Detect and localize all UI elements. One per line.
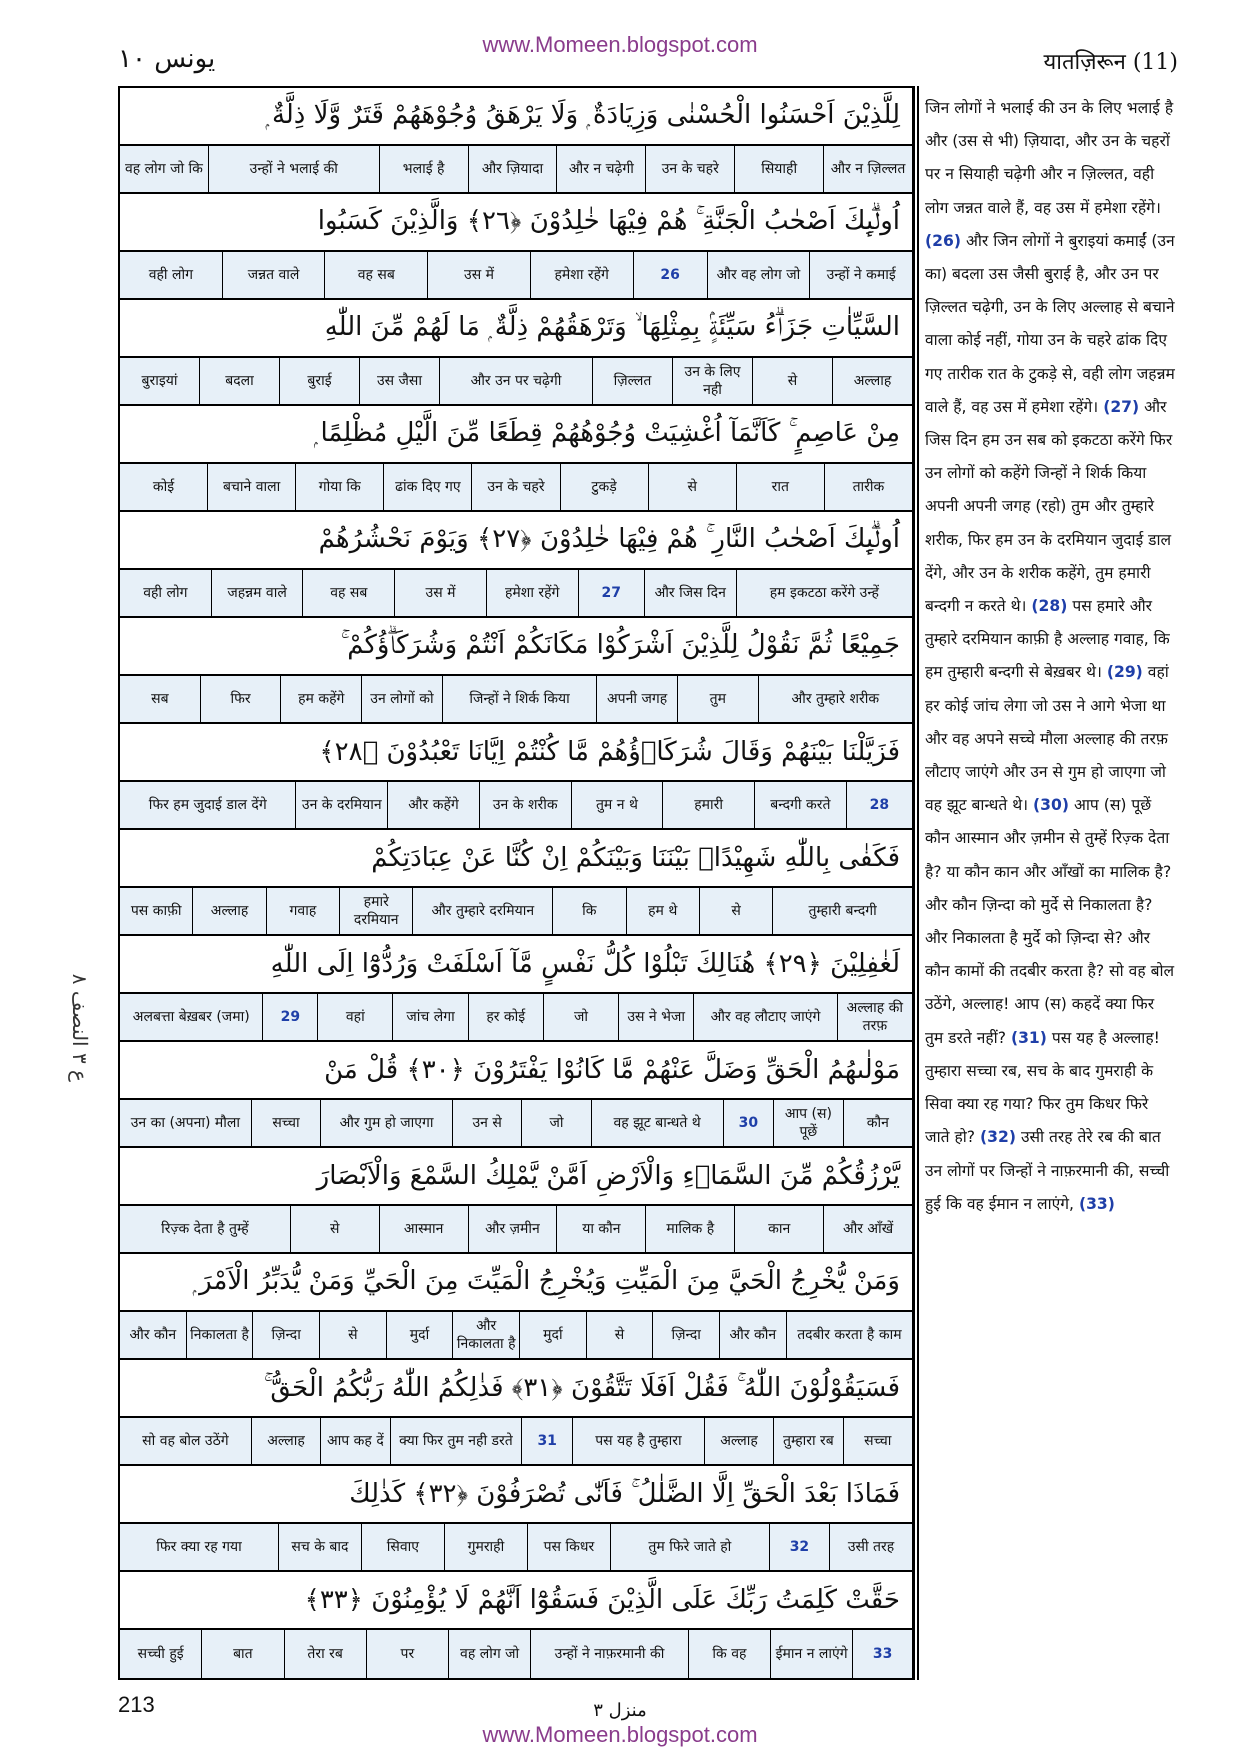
word-meaning-row [120, 888, 912, 936]
word-meaning-cell: पस यह है तुम्हारा [572, 1418, 704, 1464]
arabic-verse-line: وَمَنْ يُّخْرِجُ الْحَيَّ مِنَ الْمَيِّتِ وَيُخْرِجُ الْمَيِّتَ مِنَ الْحَيِّ وَمَنْ يُّدَبِّرُ الْاَمْرَ ۭ [120, 1254, 912, 1312]
translation-text: और जिस दिन हम उन सब को इकटठा करेंगे फिर उन लोगों को कहेंगे जिन्हों ने शिर्क किया अपनी अपनी जगह (रहो) तुम और तुम्हारे शरीक, फिर हम उन के दरमियान जुदाई डाल देंगे, और उन के शरीक कहेंगे, तुम हमारी बन्दगी न करते थे। [925, 397, 1173, 616]
word-meaning-cell: तुम न थे [571, 782, 663, 828]
word-meaning-cell: मुर्दा [386, 1312, 453, 1358]
word-meaning-cell: और वह लौटाए जाएंगे [693, 994, 836, 1040]
verse-number: (29) [1106, 663, 1143, 682]
word-meaning-cell: पर [366, 1630, 448, 1678]
word-meaning-cell: वह सब [324, 252, 427, 298]
verse-number-cell: 33 [852, 1630, 912, 1678]
arabic-verse-line: فَسَيَقُوْلُوْنَ اللّٰهُ ۚ فَقُلْ اَفَلَا تَتَّقُوْنَ ﴿٣١﴾ فَذٰلِكُمُ اللّٰهُ رَبُّكُمُ الْحَقُّ ۚ [120, 1360, 912, 1418]
word-meaning-cell: जो [543, 994, 618, 1040]
word-meaning-cell: और निकालता है [452, 1312, 519, 1358]
translation-text: पस यह है अल्लाह! तुम्हारा सच्चा रब, सच के बाद गुमराही के सिवा क्या रह गया? फिर तुम किधर फिरे जाते हो? [925, 1028, 1160, 1147]
word-meaning-cell: सिवाए [361, 1524, 444, 1570]
verse-number-cell: 32 [769, 1524, 829, 1570]
word-meaning-cell: तुम [677, 676, 758, 722]
translation-text: उसी तरह तेरे रब की बात उन लोगों पर जिन्हों ने नाफ़रमानी की, सच्ची हुई कि वह ईमान न लाएंगे, [925, 1128, 1170, 1213]
word-meaning-row [120, 994, 912, 1042]
word-meaning-cell: उन्हों ने भलाई की [208, 146, 379, 192]
translation-text: आप (स) पूछें कौन आस्मान और ज़मीन से तुम्हें रिज़्क देता है? या कौन कान और आँखों का मालिक है? और कौन ज़िन्दा को मुर्दे से निकालता है? और निकालता है मुर्दे को ज़िन्दा से? और कौन कामों की तदबीर करता है? सो वह बोल उठेंगे, अल्लाह! आप (स) कहदें क्या फिर तुम डरते नहीं? [925, 796, 1175, 1047]
word-meaning-cell: उन का (अपना) मौला [130, 1114, 241, 1131]
word-meaning-cell: कि [552, 888, 625, 934]
word-meaning-row [120, 1312, 912, 1360]
word-meaning-cell: और आँखें [823, 1206, 912, 1252]
word-meaning-cell: उसी तरह [829, 1524, 912, 1570]
word-meaning-cell: वही लोग [148, 266, 193, 283]
arabic-verse-line: مَوْلٰىهُمُ الْحَقِّ وَضَلَّ عَنْهُمْ مَّا كَانُوْا يَفْتَرُوْنَ ﴿٣٠﴾ قُلْ مَنْ [120, 1042, 912, 1100]
word-meaning-cell: बात [201, 1630, 283, 1678]
translation-text: पस हमारे और तुम्हारे दरमियान काफ़ी है अल्लाह गवाह, कि हम तुम्हारी बन्दगी से बेख़बर थे। [925, 597, 1170, 682]
word-meaning-cell: और ज़मीन [468, 1206, 557, 1252]
word-meaning-cell: से [752, 358, 832, 404]
arabic-verse-line: اُولٰۗىِٕكَ اَصْحٰبُ الْجَنَّةِ ۚ هُمْ فِيْهَا خٰلِدُوْنَ ﴿٢٦﴾ وَالَّذِيْنَ كَسَبُوا [120, 194, 912, 252]
word-meaning-row [120, 252, 912, 300]
word-meaning-cell: तुम्हारी बन्दगी [772, 888, 912, 934]
word-meaning-cell: सच्ची हुई [137, 1645, 184, 1662]
word-meaning-cell: से [586, 1312, 653, 1358]
word-meaning-cell: या कौन [556, 1206, 645, 1252]
word-meaning-cell: उस जैसा [359, 358, 439, 404]
word-meaning-cell: और गुम हो जाएगा [320, 1100, 452, 1146]
word-meaning-cell: सच्चा [251, 1100, 320, 1146]
arabic-verse-line: حَقَّتْ كَلِمَتُ رَبِّكَ عَلَى الَّذِيْنَ فَسَقُوْٓا اَنَّهُمْ لَا يُؤْمِنُوْنَ ﴿٣٣﴾ [120, 1572, 912, 1630]
running-title: यातज़िरून (11) [1043, 50, 1178, 75]
top-url[interactable]: www.Momeen.blogspot.com [482, 32, 758, 57]
word-meaning-cell: और तुम्हारे शरीक [758, 676, 912, 722]
verse-number: (28) [1031, 597, 1068, 616]
word-meaning-cell: हम इकटठा करेंगे उन्हें [736, 570, 912, 616]
word-meaning-cell: और उन पर चढ़ेगी [439, 358, 592, 404]
word-meaning-cell: फिर हम जुदाई डाल देंगे [148, 796, 267, 813]
word-meaning-cell: हर कोई [468, 994, 543, 1040]
word-meaning-cell: से [290, 1206, 379, 1252]
word-meaning-cell: जिन्हों ने शिर्क किया [442, 676, 596, 722]
page-number: 213 [118, 1692, 155, 1717]
word-meaning-cell: वह सब [302, 570, 394, 616]
word-meaning-cell: तारीक [824, 464, 912, 510]
word-meaning-cell: अल्लाह [832, 358, 912, 404]
word-meaning-cell: गोया कि [295, 464, 383, 510]
word-meaning-cell: कौन [843, 1100, 912, 1146]
word-meaning-row [120, 570, 912, 618]
word-meaning-cell: अल्लाह [704, 1418, 773, 1464]
word-meaning-cell: उन के शरीक [479, 782, 571, 828]
word-meaning-cell: उन के चहरे [471, 464, 559, 510]
verse-number-cell: 26 [633, 252, 707, 298]
word-meaning-cell: वही लोग [143, 584, 188, 601]
word-meaning-cell: उस ने भेजा [618, 994, 693, 1040]
word-meaning-cell: भलाई है [379, 146, 468, 192]
word-meaning-cell: उन्हों ने नाफ़रमानी की [530, 1630, 688, 1678]
word-meaning-cell: आप कह दें [320, 1418, 389, 1464]
word-meaning-cell: आप (स) पूछें [773, 1100, 842, 1146]
word-meaning-cell: हम थे [626, 888, 699, 934]
word-by-word-panel [118, 86, 915, 1680]
word-meaning-cell: कोई [152, 478, 175, 495]
word-meaning-cell: टुकड़े [560, 464, 648, 510]
word-meaning-row [120, 1206, 912, 1254]
word-meaning-cell: उन के दरमियान [295, 782, 387, 828]
word-meaning-cell: से [319, 1312, 386, 1358]
manzil-label: منزل ٣ [593, 1700, 647, 1721]
word-meaning-cell: कि वह [688, 1630, 770, 1678]
word-meaning-cell: सियाही [734, 146, 823, 192]
word-meaning-cell: वहां [317, 994, 392, 1040]
word-meaning-cell: तुम फिरे जाते हो [610, 1524, 769, 1570]
word-meaning-cell: हमेशा रहेंगे [486, 570, 578, 616]
word-meaning-row [120, 1524, 912, 1572]
translation-text: वहां हर कोई जांच लेगा जो उस ने आगे भेजा था और वह अपने सच्चे मौला अल्लाह की तरफ़ लौटाए जाएंगे और उन से गुम हो जाएगा जो वह झूट बान्धते थे। [925, 663, 1169, 815]
word-meaning-cell: अल्लाह [192, 888, 265, 934]
word-meaning-cell: और वह लोग जो [707, 252, 810, 298]
arabic-verse-line: لِلَّذِيْنَ اَحْسَنُوا الْحُسْنٰى وَزِيَادَةٌ ۭ وَلَا يَرْهَقُ وُجُوْهَهُمْ قَتَرٌ وَّلَا ذِلَّةٌ ۭ [120, 88, 912, 146]
word-meaning-cell: और कौन [719, 1312, 786, 1358]
word-meaning-cell: अल्लाह की तरफ़ [837, 994, 912, 1040]
word-meaning-cell: ढांक दिए गए [383, 464, 471, 510]
word-meaning-cell: रात [736, 464, 824, 510]
word-meaning-cell: तुम्हारा रब [773, 1418, 842, 1464]
word-meaning-row [120, 1630, 912, 1678]
word-meaning-cell: रिज़्क देता है तुम्हें [161, 1220, 249, 1237]
word-meaning-cell: हमारे दरमियान [339, 888, 412, 934]
word-meaning-cell: जांच लेगा [392, 994, 467, 1040]
arabic-verse-line: فَكَفٰى بِاللّٰهِ شَهِيْدًاۢ بَيْنَنَا وَبَيْنَكُمْ اِنْ كُنَّا عَنْ عِبَادَتِكُمْ [120, 830, 912, 888]
word-meaning-cell: और न चढ़ेगी [556, 146, 645, 192]
verse-number-cell: 31 [521, 1418, 572, 1464]
word-meaning-row [120, 146, 912, 194]
word-meaning-cell: जन्नत वाले [222, 252, 325, 298]
ruku-margin-mark: ع ٣ النصف ٨ [68, 973, 92, 1082]
word-meaning-cell: और कहेंगे [387, 782, 479, 828]
word-meaning-cell: और तुम्हारे दरमियान [412, 888, 552, 934]
word-meaning-cell: सो वह बोल उठेंगे [142, 1433, 229, 1450]
arabic-verse-line: فَزَيَّلْنَا بَيْنَهُمْ وَقَالَ شُرَكَاۗؤُهُمْ مَّا كُنْتُمْ اِيَّانَا تَعْبُدُوْنَ ﴿٢٨﴾ [120, 724, 912, 782]
verse-number: (27) [1103, 397, 1140, 416]
word-meaning-cell: क्या फिर तुम नही डरते [390, 1418, 522, 1464]
word-meaning-cell: उस में [394, 570, 486, 616]
word-meaning-cell: तेरा रब [284, 1630, 366, 1678]
word-meaning-cell: बुराइयां [141, 372, 178, 389]
word-meaning-cell: अलबत्ता बेख़बर (जमा) [132, 1008, 250, 1025]
word-meaning-cell: गुमराही [444, 1524, 527, 1570]
word-meaning-cell: बचाने वाला [207, 464, 295, 510]
word-meaning-cell: उस में [427, 252, 530, 298]
word-meaning-cell: ईमान न लाएंगे [770, 1630, 852, 1678]
word-meaning-cell: सच के बाद [278, 1524, 361, 1570]
bottom-url[interactable]: www.Momeen.blogspot.com [482, 1722, 758, 1747]
word-meaning-cell: पस किधर [527, 1524, 610, 1570]
arabic-verse-line: مِنْ عَاصِمٍ ۚ كَاَنَّمَآ اُغْشِيَتْ وُجُوْهُهُمْ قِطَعًا مِّنَ الَّيْلِ مُظْلِمًا ۭ [120, 406, 912, 464]
word-meaning-cell: उन के लिए नही [672, 358, 752, 404]
word-meaning-row [120, 464, 912, 512]
word-meaning-cell: वह लोग जो [448, 1630, 530, 1678]
word-meaning-cell: तदबीर करता है काम [786, 1312, 912, 1358]
column-divider [917, 86, 919, 1680]
word-meaning-cell: हमारी [662, 782, 754, 828]
verse-number-cell: 29 [262, 994, 317, 1040]
word-meaning-cell: जहन्नम वाले [211, 570, 303, 616]
translation-text: जिन लोगों ने भलाई की उन के लिए भलाई है और (उस से भी) ज़ियादा, और उन के चहरों पर न सियाही चढ़ेगी और न ज़िल्लत, वही लोग जन्नत वाले हैं, वह उस में हमेशा रहेंगे। [925, 99, 1174, 217]
verse-number: (26) [925, 231, 961, 250]
word-meaning-cell: ज़िन्दा [652, 1312, 719, 1358]
word-meaning-cell: और कौन [129, 1327, 177, 1343]
verse-number: (30) [1033, 796, 1070, 815]
word-meaning-cell: बन्दगी करते [754, 782, 846, 828]
word-meaning-cell: जो [521, 1100, 590, 1146]
word-meaning-cell: कान [734, 1206, 823, 1252]
word-meaning-cell: पस काफ़ी [130, 902, 182, 919]
word-meaning-cell: उन लोगों को [361, 676, 442, 722]
arabic-verse-line: فَمَاذَا بَعْدَ الْحَقِّ اِلَّا الضَّلٰلُ ۚ فَاَنّٰى تُصْرَفُوْنَ ﴿٣٢﴾ كَذٰلِكَ [120, 1466, 912, 1524]
word-meaning-cell: वह लोग जो कि [124, 160, 203, 177]
word-meaning-cell: हम कहेंगे [280, 676, 361, 722]
word-meaning-row [120, 1418, 912, 1466]
word-meaning-cell: ज़िन्दा [252, 1312, 319, 1358]
surah-name: یونس ۱۰ [118, 44, 216, 74]
word-meaning-cell: उन्हों ने कमाई [809, 252, 912, 298]
arabic-verse-line: جَمِيْعًا ثُمَّ نَقُوْلُ لِلَّذِيْنَ اَشْرَكُوْا مَكَانَكُمْ اَنْتُمْ وَشُرَكَاۗؤُكُمْ ۚ [120, 618, 912, 676]
word-meaning-row [120, 676, 912, 724]
word-meaning-cell: फिर [200, 676, 281, 722]
word-meaning-cell: और जिस दिन [644, 570, 736, 616]
word-meaning-cell: सब [151, 690, 169, 707]
word-meaning-cell: निकालता है [186, 1312, 253, 1358]
word-meaning-row [120, 358, 912, 406]
word-meaning-cell: और न ज़िल्लत [823, 146, 912, 192]
word-meaning-cell: आस्मान [379, 1206, 468, 1252]
word-meaning-cell: वह झूट बान्धते थे [591, 1100, 723, 1146]
word-meaning-cell: अल्लाह [251, 1418, 320, 1464]
word-meaning-cell: बदला [199, 358, 279, 404]
word-meaning-cell: से [648, 464, 736, 510]
word-meaning-cell: ज़िल्लत [592, 358, 672, 404]
word-meaning-cell: बुराई [279, 358, 359, 404]
translation-column [925, 92, 1175, 1680]
arabic-verse-line: السَّيِّاٰتِ جَزَاۗءُ سَيِّئَةٍۢ بِمِثْلِهَا ۙ وَتَرْهَقُهُمْ ذِلَّةٌ ۭ مَا لَهُمْ مِّنَ اللّٰهِ [120, 300, 912, 358]
verse-number: (33) [1078, 1194, 1115, 1213]
word-meaning-cell: हमेशा रहेंगे [530, 252, 633, 298]
verse-number-cell: 28 [846, 782, 912, 828]
translation-text: और जिन लोगों ने बुराइयां कमाईं (उन का) बदला उस जैसी बुराई है, और उन पर ज़िल्लत चढ़ेगी, उन के लिए अल्लाह से बचाने वाला कोई नहीं, गोया उन के चहरे ढांक दिए गए तारीक रात के टुकड़े से, वही लोग जहन्नम वाले हैं, वह उस में हमेशा रहेंगे। [925, 231, 1175, 416]
word-meaning-cell: उन से [452, 1100, 521, 1146]
word-meaning-cell: मुर्दा [519, 1312, 586, 1358]
word-meaning-cell: उन के चहरे [645, 146, 734, 192]
arabic-verse-line: يَّرْزُقُكُمْ مِّنَ السَّمَاۗءِ وَالْاَرْضِ اَمَّنْ يَّمْلِكُ السَّمْعَ وَالْاَبْصَارَ [120, 1148, 912, 1206]
verse-number-cell: 30 [723, 1100, 774, 1146]
word-meaning-cell: से [699, 888, 772, 934]
verse-number: (31) [1010, 1028, 1047, 1047]
word-meaning-cell: मालिक है [645, 1206, 734, 1252]
word-meaning-cell: गवाह [266, 888, 339, 934]
word-meaning-cell: अपनी जगह [596, 676, 677, 722]
verse-number: (32) [980, 1128, 1016, 1147]
word-meaning-cell: और ज़ियादा [468, 146, 557, 192]
word-meaning-row [120, 1100, 912, 1148]
word-meaning-cell: फिर क्या रह गया [156, 1539, 242, 1556]
verse-number-cell: 27 [578, 570, 644, 616]
word-meaning-cell: सच्चा [843, 1418, 912, 1464]
arabic-verse-line: اُولٰۗىِٕكَ اَصْحٰبُ النَّارِ ۚ هُمْ فِيْهَا خٰلِدُوْنَ ﴿٢٧﴾ وَيَوْمَ نَحْشُرُهُمْ [120, 512, 912, 570]
arabic-verse-line: لَغٰفِلِيْنَ ﴿٢٩﴾ هُنَالِكَ تَبْلُوْا كُلُّ نَفْسٍ مَّآ اَسْلَفَتْ وَرُدُّوْٓا اِلَى اللّٰهِ [120, 936, 912, 994]
word-meaning-row [120, 782, 912, 830]
